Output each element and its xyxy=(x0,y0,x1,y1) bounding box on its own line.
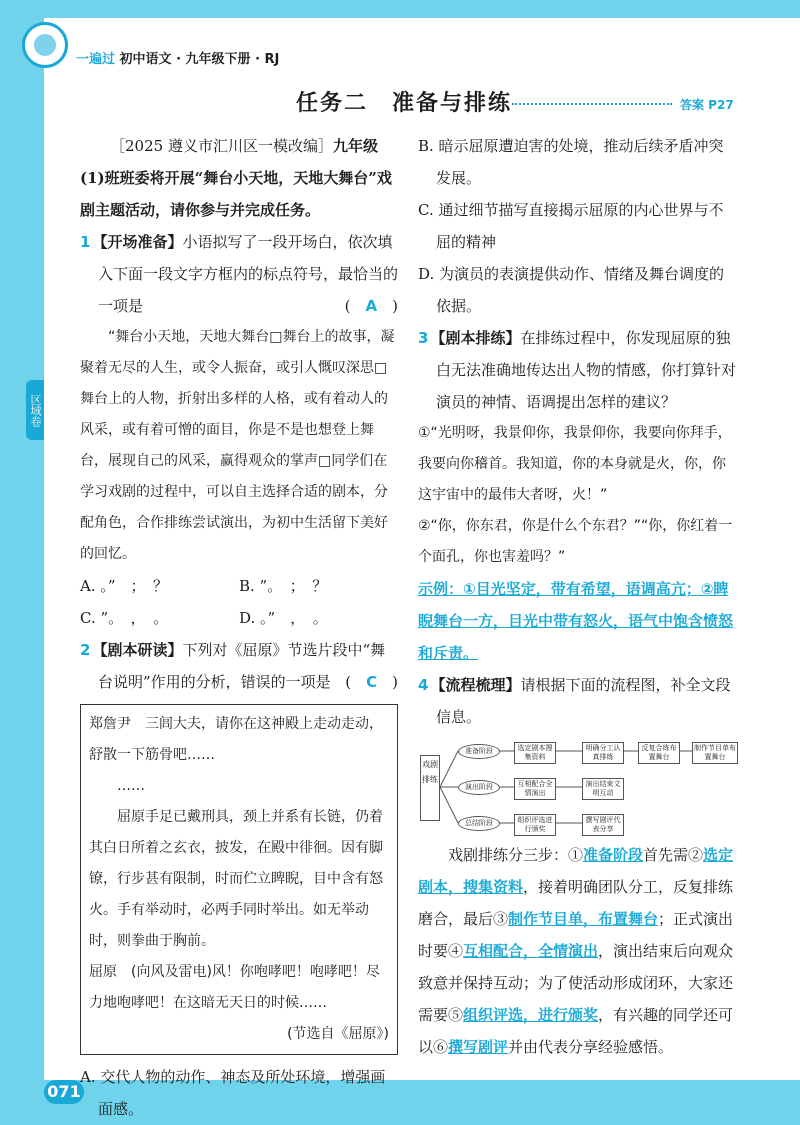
flow-box: 演出结束文明互动 xyxy=(582,778,624,800)
q4-stem: 4 【流程梳理】请根据下面的流程图，补全文段信息。 xyxy=(418,676,731,726)
q2-option-a: A. 交代人物的动作、神态及所处环境，增强画面感。 xyxy=(80,1068,386,1118)
flow-box: 制作节目单布置舞台 xyxy=(692,742,738,764)
right-column xyxy=(418,130,738,1063)
subject-line: 初中语文 · 九年级下册 · RJ xyxy=(119,52,280,67)
q2-option-b: B. 暗示屈原遭迫害的处境，推动后续矛盾冲突发展。 xyxy=(418,137,724,187)
q3-answer: 示例：①目光坚定，带有希望，语调高亢；②睥睨舞台一方，目光中带有怒火，语气中饱含愤怒和斥责。 xyxy=(418,580,734,662)
q1-options: A. 。” ； ？ B. ”。 ； ？ C. ”。 ， 。 D. 。” ， 。 xyxy=(80,577,328,627)
flow-stage: 准备阶段 xyxy=(458,744,500,759)
left-column xyxy=(80,130,398,1125)
flow-box: 选定剧本搜集资料 xyxy=(514,742,556,764)
q4-summary: 戏剧排练分三步：①准备阶段首先需②选定剧本，搜集资料，接着明确团队分工，反复排练磨合，最后③制作节目单，布置舞台；正式演出时要④互相配合，全情演出，演出结束后向观众致意并保持互动；为了使活动形成闭环，大家还需要⑤组织评选，进行颁奖，有兴趣的同学还可以⑥撰写剧评并由代表分享经验感悟。 xyxy=(418,846,734,1056)
page-title: 任务二 准备与排练 xyxy=(296,91,513,116)
title-dots-divider xyxy=(512,103,672,105)
script-excerpt-box: 郑詹尹 三闾大夫，请你在这神殿上走动走动，舒散一下筋骨吧…… …… 屈原手足已戴刑具，颈上并系有长链，仍着其白日所着之玄衣，披发，在殿中徘徊。因有脚镣，行步甚有限制，时而伫立睥睨，目中含有怒火。手有举动时，必两手同时举出。如无举动时，则拳曲于胸前。 屈原 (向风及雷电)风！你咆哮吧！咆哮吧！尽力地咆哮吧！在这暗无天日的时候…… (节选自《屈原》) xyxy=(80,704,398,1055)
side-tab: 区域卷 xyxy=(26,380,44,440)
brand-name: 一遍过 xyxy=(76,52,116,67)
intro: ［2025 遵义市汇川区一模改编］九年级(1)班班委将开展“舞台小天地，天地大舞台”戏剧主题活动，请你参与并完成任务。 xyxy=(80,137,392,219)
q2-option-d: D. 为演员的表演提供动作、情绪及舞台调度的依据。 xyxy=(418,265,725,315)
flow-box: 互相配合全情演出 xyxy=(514,778,556,800)
flow-box: 撰写剧评代表分享 xyxy=(582,814,624,836)
brand-logo-icon xyxy=(22,22,68,68)
q1-stem: 1 【开场准备】小语拟写了一段开场白，依次填入下面一段文字方框内的标点符号，最恰当的一项是 ( A ) xyxy=(80,233,399,315)
flow-box: 明确分工认真排练 xyxy=(582,742,624,764)
page-number: 071 xyxy=(44,1080,84,1104)
q2-stem: 2 【剧本研读】下列对《屈原》节选片段中“舞台说明”作用的分析，错误的一项是 ( C ) xyxy=(80,641,398,691)
q1-answer: A xyxy=(365,297,378,315)
q3-line-1: ①“光明呀，我景仰你，我景仰你，我要向你拜手，我要向你稽首。我知道，你的本身就是火，你，你这宇宙中的最伟大者呀，火！” xyxy=(418,425,732,503)
flow-stage: 总结阶段 xyxy=(458,816,500,831)
flow-box: 组织评选进行颁奖 xyxy=(514,814,556,836)
flow-box: 反复合练布置舞台 xyxy=(638,742,680,764)
q3-line-2: ②“你，你东君，你是什么个东君？”“你，你红着一个面孔，你也害羞吗？” xyxy=(418,518,733,565)
flow-side-label: 戏剧排练 xyxy=(420,755,440,821)
q3-stem: 3 【剧本排练】在排练过程中，你发现屈原的独白无法准确地传达出人物的情感，你打算针对演员的神情、语调提出怎样的建议？ xyxy=(418,329,737,411)
running-header xyxy=(76,48,279,67)
q1-passage: “舞台小天地，天地大舞台□舞台上的故事，凝聚着无尽的人生，或令人振奋，或引人慨叹深思□舞台上的人物，折射出多样的人格，或有着动人的风采，或有着可憎的面目，你是不是也想登上舞台，展现自己的风采，赢得观众的掌声□同学们在学习戏剧的过程中，可以自主选择合适的剧本，分配角色，合作排练尝试演出，为初中生活留下美好的回忆。 xyxy=(80,329,395,562)
answer-reference: 答案 P27 xyxy=(680,98,734,112)
q2-option-c: C. 通过细节描写直接揭示屈原的内心世界与不屈的精神 xyxy=(418,201,724,251)
flowchart xyxy=(418,741,738,833)
flow-stage: 演出阶段 xyxy=(458,780,500,795)
q2-answer: C xyxy=(366,673,378,691)
